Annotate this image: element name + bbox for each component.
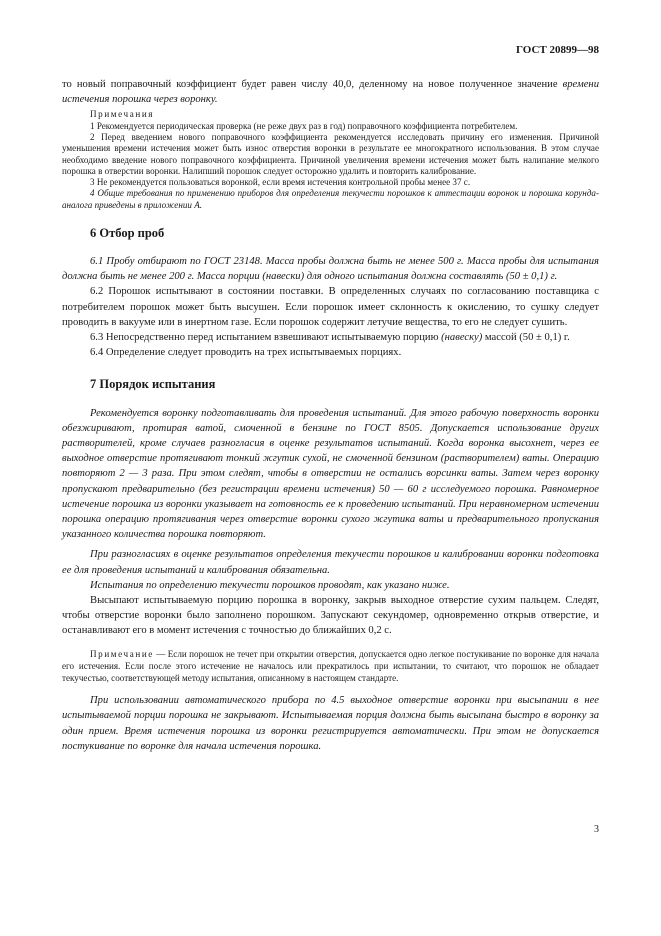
paragraph-7-disagree: При разногласиях в оценке результатов определения текучести порошков и калибровании воронки подготовка ее для проведения испытаний и калибрования обязательна. xyxy=(62,549,599,576)
paragraph-7-prep: Рекомендуется воронку подготавливать для проведения испытаний. Для этого рабочую поверхность воронки обезжиривают, протирая ватой, смоченной в бензине по ГОСТ 8505. Допускается использование других растворителей, кроме случаев разногласия в оценке результатов испытаний. Когда воронка высохнет, через ее выходное отверстие протягивают тонкий жгутик сухой, не смоченной бензином (растворителем) ваты. Операцию повторяют 2 — 3 раза. При этом следят, чтобы в отверстии не остались ворсинки ваты. Затем через воронку пропускают предварительно (без регистрации времени истечения) 50 — 60 г исследуемого порошка. Равномерное истечение порошка из воронки указывает на готовность ее к проведению испытаний. При неравномерном истечении порошка операцию протягивания через отверстие воронки сухого жгутика ваты и предварительного пропускания указанного количества порошка повторяют. xyxy=(62,407,599,541)
paragraph-6-3-italic: (навеску) xyxy=(441,332,483,344)
paragraph-7-auto: При использовании автоматического прибора по 4.5 выходное отверстие воронки при высыпании в нее испытываемой порции порошка не закрывают. Испытываемая порция должна быть высыпана быстро в воронку за один прием. Время истечения порошка из воронки регистрируется автоматически. При этом не допускается постукивание по воронке для начала истечения порошка. xyxy=(62,695,599,752)
paragraph-6-3-b: массой (50 ± 0,1) г. xyxy=(482,332,570,344)
paragraph-7-procedure: Испытания по определению текучести порошков проводят, как указано ниже. xyxy=(90,579,450,591)
standard-header: ГОСТ 20899—98 xyxy=(516,44,599,56)
paragraph-6-3 xyxy=(62,330,599,345)
section-7-title: 7 Порядок испытания xyxy=(90,376,216,391)
note-3: 3 Не рекомендуется пользоваться воронкой, если время истечения контрольной пробы менее 37 с. xyxy=(90,177,471,188)
paragraph-7-pour: Высыпают испытываемую порцию порошка в воронку, закрыв выходное отверстие сухим пальцем. Следят, чтобы отверстие воронки было заполнено порошком. Запускают секундомер, одновременно открыв отверстие, и останавливают его в момент истечения с точностью до ближайших 0,2 с. xyxy=(62,594,599,637)
intro-italic: времени истечения порошка через воронку. xyxy=(62,79,599,106)
section-6-title: 6 Отбор проб xyxy=(90,226,165,241)
intro-text: то новый поправочный коэффициент будет равен числу 40,0, деленному на новое полученное значение xyxy=(62,79,563,90)
paragraph-6-3-a: 6.3 Непосредственно перед испытанием взвешивают испытываемую порцию xyxy=(90,332,442,344)
notes-heading: Примечания xyxy=(90,109,155,120)
note-1: 1 Рекомендуется периодическая проверка (не реже двух раз в год) поправочного коэффициента потребителем. xyxy=(90,120,518,131)
note-4: 4 Общие требования по применению приборов для определения текучести порошков к аттестации воронок и порошка корунда-аналога приведены в приложении А. xyxy=(62,188,599,210)
paragraph-7-note xyxy=(62,648,599,685)
page-number: 3 xyxy=(594,824,599,835)
paragraph-6-4: 6.4 Определение следует проводить на трех испытываемых порциях. xyxy=(90,347,402,359)
note-label: Примечание xyxy=(90,648,154,659)
paragraph-6-1: 6.1 Пробу отбирают по ГОСТ 23148. Масса пробы должна быть не менее 500 г. Масса пробы для испытания должна быть не менее 200 г. Масса порции (навески) для одного испытания должна составлять (50 ± 0,1) г. xyxy=(62,256,599,283)
intro-paragraph xyxy=(62,77,599,107)
note-text: — Если порошок не течет при открытии отверстия, допускается одно легкое постукивание по воронке для начала его истечения. Если после этого истечение не началось или прекратилось при испытании, то считают, что порошок не обладает текучестью, соответствующей методу испытания, описанному в настоящем стандарте. xyxy=(62,648,599,683)
note-2: 2 Перед введением нового поправочного коэффициента рекомендуется исследовать причину его изменения. Причиной уменьшения времени истечения может быть износ отверстия воронки в результате ее многократного использования. В этом случае необходимо введение нового поправочного коэффициента. Причиной увеличения времени истечения может быть налипание мелкого порошка в отверстии воронки. Налипший порошок следует осторожно удалить и повторить калибрование. xyxy=(62,132,599,176)
paragraph-6-2: 6.2 Порошок испытывают в состоянии поставки. В определенных случаях по согласованию поставщика с потребителем порошок может быть высушен. Если порошок имеет склонность к окислению, то сушку следует проводить в вакууме или в инертном газе. Если порошок содержит летучие вещества, то его не следует сушить. xyxy=(62,286,599,328)
